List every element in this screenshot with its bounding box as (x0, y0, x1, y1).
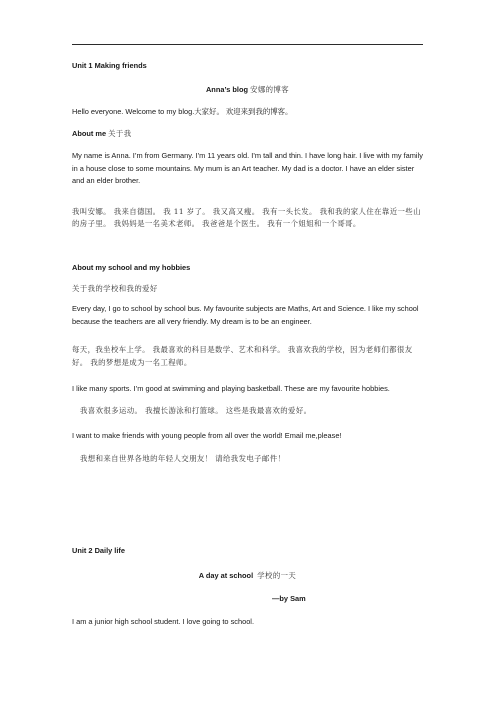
blog-title (72, 84, 423, 97)
about-me-heading (72, 128, 423, 141)
unit2-heading: Unit 2 Daily life (72, 546, 125, 555)
school-heading-cn: 关于我的学校和我的爱好 (72, 284, 158, 293)
about-me-paragraph-en: My name is Anna. I’m from Germany. I’m 11 years old. I’m tall and thin. I have long hair. I live with my family in a house close to some mountains. My mum is an Art teacher. My dad is a doctor. I have an elder sister and an elder brother. (72, 151, 423, 186)
sports-text-cn: 我喜欢很多运动。 我擅长游泳和打篮球。 这些是我最喜欢的爱好。 (80, 406, 312, 415)
greeting-text: Hello everyone. Welcome to my blog.大家好。 欢迎来到我的博客。 (72, 107, 293, 116)
about-me-paragraph-cn: 我叫安娜。 我来自德国。 我 11 岁了。 我又高又瘦。 我有一头长发。 我和我的家人住在靠近一些山的房子里。 我妈妈是一名美术老师。 我爸爸是个医生。 我有一个姐姐和一个哥哥。 (72, 207, 421, 229)
unit2-byline: —by Sam (272, 594, 306, 603)
school-heading-en: About my school and my hobbies (72, 263, 191, 272)
about-me-en: About me (72, 129, 107, 138)
about-me-cn: 关于我 (108, 129, 132, 138)
blog-title-cn: 安娜的博客 (250, 85, 290, 94)
unit2-title (72, 570, 423, 583)
friends-text-en: I want to make friends with young people from all over the world! Email me,please! (72, 431, 342, 440)
school-paragraph-en: Every day, I go to school by school bus. My favourite subjects are Maths, Art and Science. I like my school because the teachers are all very friendly. My dream is to be an engineer. (72, 304, 419, 326)
unit2-title-cn: 学校的一天 (257, 571, 297, 580)
unit1-heading: Unit 1 Making friends (72, 61, 147, 70)
unit2-paragraph-en: I am a junior high school student. I love going to school. (72, 617, 255, 626)
header-rule (72, 44, 423, 45)
sports-text-en: I like many sports. I’m good at swimming and playing basketball. These are my favourite hobbies. (72, 384, 390, 393)
friends-text-cn: 我想和来自世界各地的年轻人交朋友！ 请给我发电子邮件！ (80, 454, 286, 463)
unit2-title-en: A day at school (198, 571, 254, 580)
blog-title-en: Anna’s blog (205, 85, 248, 94)
school-paragraph-cn: 每天，我坐校车上学。 我最喜欢的科目是数学、艺术和科学。 我喜欢我的学校，因为老师们都很友好。 我的梦想是成为一名工程师。 (72, 345, 413, 367)
